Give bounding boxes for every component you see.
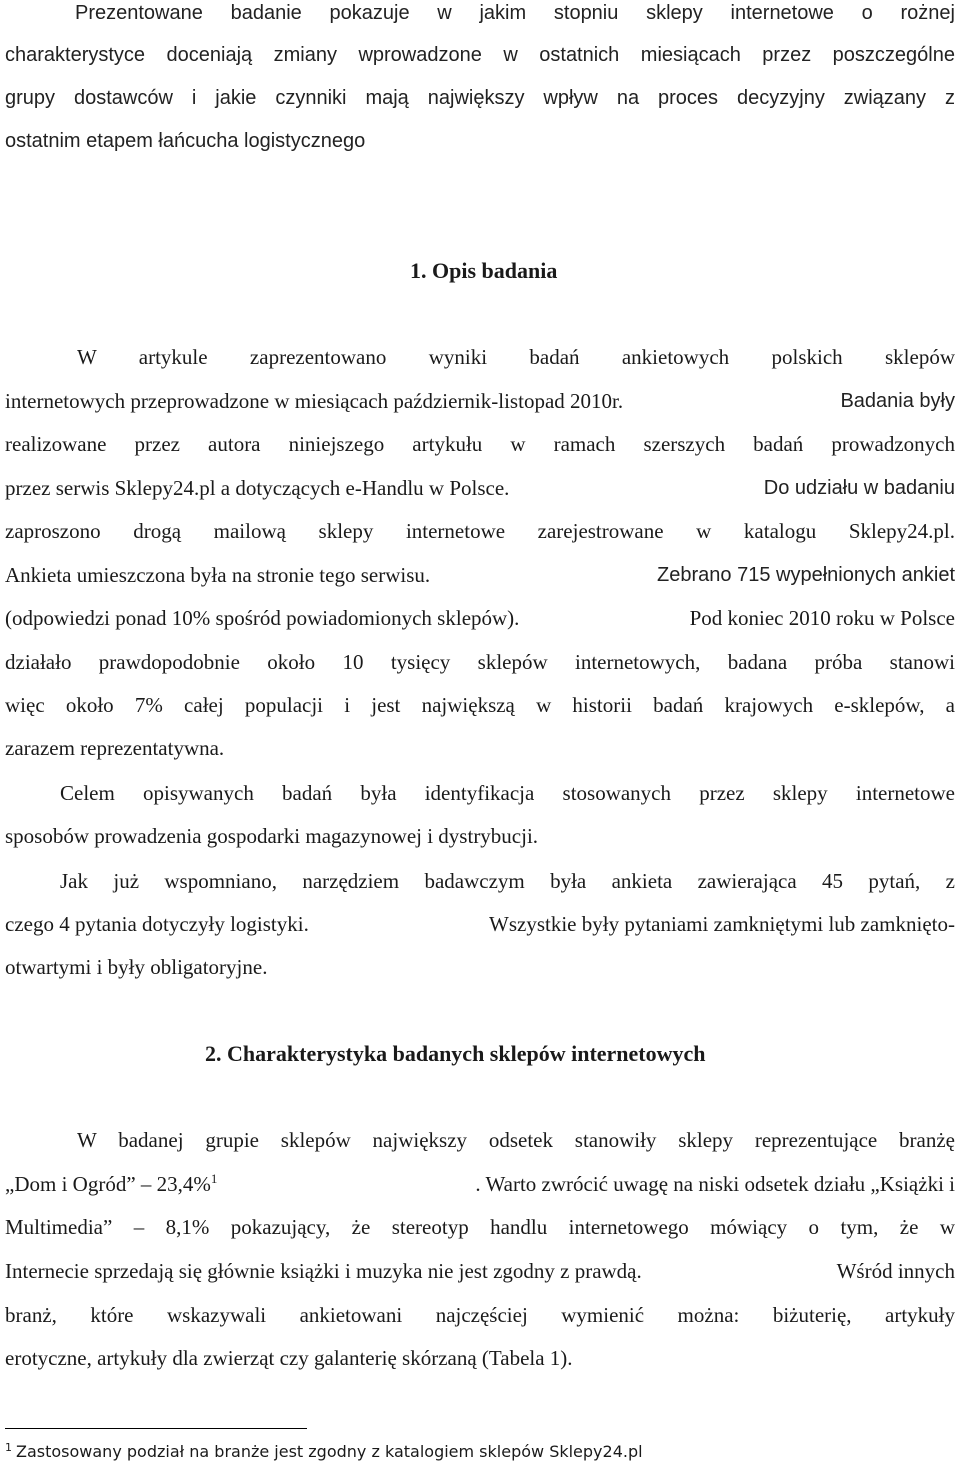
s2-p1-line-4-a: Internecie sprzedają się głównie książki i muzyka nie jest zgodny z prawdą. xyxy=(5,1259,642,1283)
intro-line-4: ostatnim etapem łańcucha logistycznego xyxy=(5,130,366,152)
s1-p1-line-6-a: Ankieta umieszczona była na stronie tego serwisu. xyxy=(5,563,431,587)
section-2-heading: 2. Charakterystyka badanych sklepów internetowych xyxy=(205,1041,706,1066)
section-1-heading: 1. Opis badania xyxy=(410,258,558,283)
s2-p1-line-2 xyxy=(5,1171,955,1197)
footnote-number: 1 xyxy=(5,1440,12,1454)
s1-p1-line-8: działało prawdopodobnie około 10 tysięcy sklepów internetowych, badana próba stanowi xyxy=(5,650,955,674)
s2-p1-line-5: branż, które wskazywali ankietowani najczęściej wymienić można: biżuterię, artykuły xyxy=(5,1303,955,1327)
s1-p1-line-2 xyxy=(5,388,955,414)
s2-p1-line-2-b: . Warto zwrócić uwagę na niski odsetek działu „Książki i xyxy=(475,1172,955,1196)
s1-p3-line-2-b: Wszystkie były pytaniami zamkniętymi lub zamknięto- xyxy=(489,912,955,936)
s2-p1-line-3: Multimedia” – 8,1% pokazujący, że stereotyp handlu internetowego mówiący o tym, że w xyxy=(5,1215,955,1239)
s1-p1-line-2-b: Badania były xyxy=(840,390,955,412)
s1-p1-line-4 xyxy=(5,475,955,501)
s1-p1-line-4-b: Do udziału w badaniu xyxy=(763,477,955,499)
s1-p3-line-2 xyxy=(5,911,955,937)
s1-p1-line-5: zaproszono drogą mailową sklepy internetowe zarejestrowane w katalogu Sklepy24.pl. xyxy=(5,519,955,543)
s1-p1-line-4-a: przez serwis Sklepy24.pl a dotyczących e-Handlu w Polsce. xyxy=(5,476,510,500)
intro-line-3: grupy dostawców i jakie czynniki mają największy wpływ na proces decyzyjny związany z xyxy=(5,87,955,109)
s1-p2-line-1: Celem opisywanych badań była identyfikacja stosowanych przez sklepy internetowe xyxy=(60,781,955,805)
s2-p1-line-4 xyxy=(5,1258,955,1284)
s2-p1-line-2-a: „Dom i Ogród” – 23,4% xyxy=(5,1172,211,1196)
s1-p1-line-3: realizowane przez autora niniejszego artykułu w ramach szerszych badań prowadzonych xyxy=(5,432,955,456)
s1-p1-line-10: zarazem reprezentatywna. xyxy=(5,736,225,760)
s1-p3-line-1: Jak już wspomniano, narzędziem badawczym była ankieta zawierająca 45 pytań, z xyxy=(60,869,955,893)
s2-p1-line-1: W badanej grupie sklepów największy odsetek stanowiły sklepy reprezentujące branżę xyxy=(77,1128,955,1152)
s1-p1-line-6-b: Zebrano 715 wypełnionych ankiet xyxy=(657,564,955,586)
s1-p1-line-7-b: Pod koniec 2010 roku w Polsce xyxy=(689,606,955,630)
footnote-1 xyxy=(5,1441,643,1463)
footnote-text: Zastosowany podział na branże jest zgodny z katalogiem sklepów Sklepy24.pl xyxy=(16,1442,643,1461)
intro-line-1: Prezentowane badanie pokazuje w jakim stopniu sklepy internetowe o rożnej xyxy=(75,2,955,24)
s1-p2-line-2: sposobów prowadzenia gospodarki magazynowej i dystrybucji. xyxy=(5,824,539,848)
intro-line-2: charakterystyce doceniają zmiany wprowadzone w ostatnich miesiącach przez poszczególne xyxy=(5,44,955,66)
footnote-rule xyxy=(5,1428,307,1429)
s1-p3-line-2-a: czego 4 pytania dotyczyły logistyki. xyxy=(5,912,309,936)
s1-p1-line-1: W artykule zaprezentowano wyniki badań ankietowych polskich sklepów xyxy=(77,345,955,369)
s1-p1-line-7 xyxy=(5,605,955,631)
s1-p1-line-6 xyxy=(5,562,955,588)
s2-p1-line-6: erotyczne, artykuły dla zwierząt czy galanterię skórzaną (Tabela 1). xyxy=(5,1346,573,1370)
s1-p1-line-7-a: (odpowiedzi ponad 10% spośród powiadomionych sklepów). xyxy=(5,606,520,630)
s1-p1-line-9: więc około 7% całej populacji i jest największą w historii badań krajowych e-sklepów, a xyxy=(5,693,955,717)
s1-p1-line-2-a: internetowych przeprowadzone w miesiącach październik-listopad 2010r. xyxy=(5,389,624,413)
s2-p1-line-4-b: Wśród innych xyxy=(836,1259,955,1283)
footnote-ref-1[interactable]: 1 xyxy=(210,1171,218,1186)
s1-p3-line-3: otwartymi i były obligatoryjne. xyxy=(5,955,268,979)
